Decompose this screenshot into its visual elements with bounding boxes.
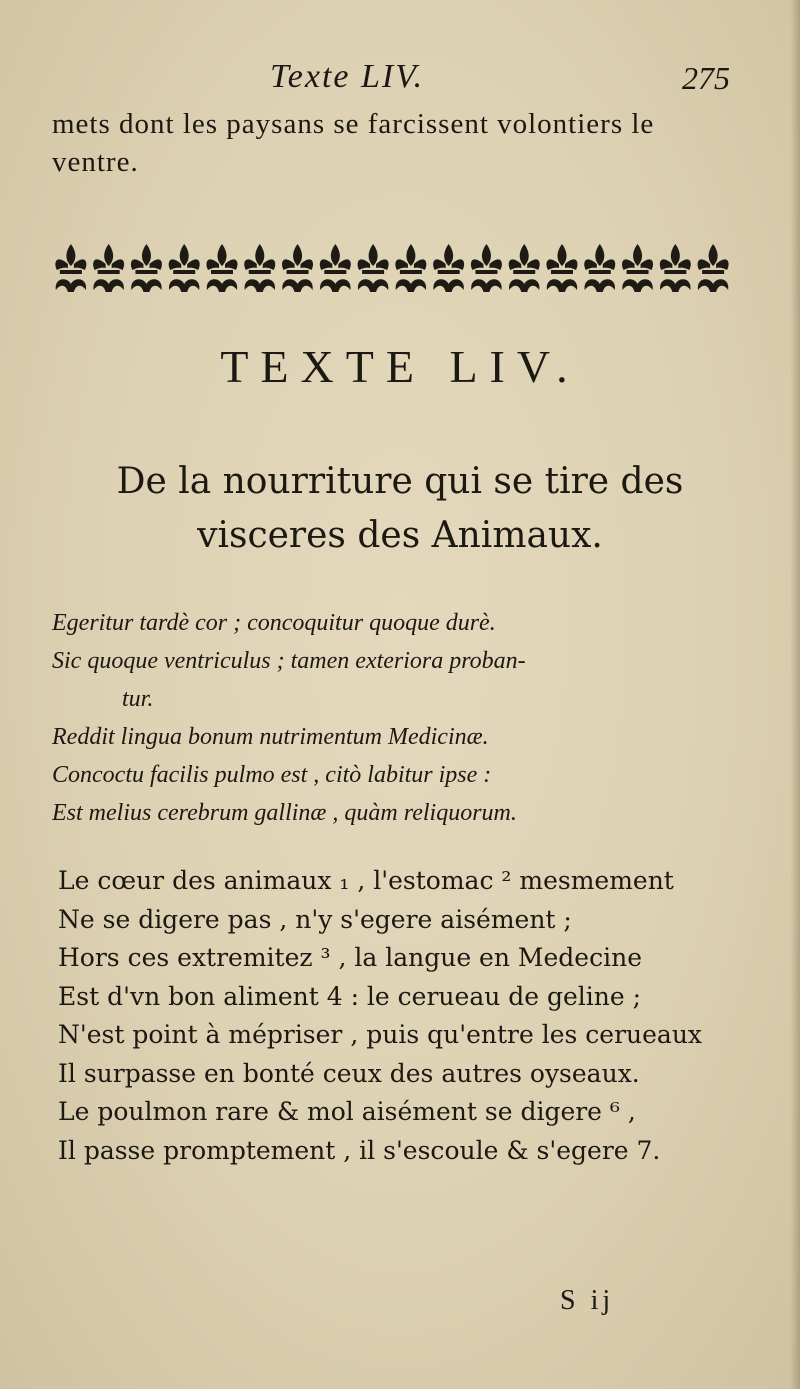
section-title: TEXTE LIV. (220, 341, 580, 392)
fleuron-icon (93, 244, 124, 292)
latin-verse-line: Concoctu facilis pulmo est , citò labitur ipse : (52, 762, 492, 788)
fleuron-icon (244, 244, 275, 292)
latin-verse-line: Reddit lingua bonum nutrimentum Medicinæ. (52, 724, 489, 750)
fleuron-icon (358, 244, 389, 292)
fleuron-icon (169, 244, 200, 292)
french-verse-line: Hors ces extremitez ³ , la langue en Medecine (58, 943, 642, 972)
fleuron-band-icon (52, 240, 732, 298)
fleuron-icon (55, 244, 86, 292)
carryover-text: mets dont les paysans se farcissent volontiers le ventre. (52, 108, 655, 178)
chapter-heading: De la nourriture qui se tire des visceres des Animaux. (116, 461, 684, 556)
signature-mark: S ij (560, 1285, 615, 1316)
french-verse-line: Le poulmon rare & mol aisément se digere ⁶ , (58, 1097, 636, 1126)
fleuron-row (52, 240, 732, 298)
french-verse-line: Est d'vn bon aliment 4 : le cerueau de geline ; (58, 981, 642, 1011)
fleuron-icon (282, 244, 313, 292)
french-verse-line: Il surpasse en bonté ceux des autres oyseaux. (58, 1058, 640, 1088)
running-title: Texte LIV. (270, 58, 425, 95)
fleuron-icon (131, 244, 162, 292)
french-verse-line: Le cœur des animaux ₁ , l'estomac ² mesmement (58, 866, 674, 895)
fleuron-icon (584, 244, 615, 292)
latin-verse-line: Est melius cerebrum gallinæ , quàm reliquorum. (52, 800, 517, 826)
fleuron-icon (395, 244, 426, 292)
latin-verses (52, 604, 752, 832)
page-edge-shadow (790, 0, 800, 1389)
fleuron-icon (622, 244, 653, 292)
latin-verse-line: Egeritur tardè cor ; concoquitur quoque durè. (52, 610, 496, 636)
latin-verse-line: tur. (122, 686, 154, 712)
french-verses (58, 862, 758, 1170)
page-header (270, 58, 730, 102)
fleuron-icon (206, 244, 237, 292)
french-verse-line: Ne se digere pas , n'y s'egere aisément ; (58, 904, 572, 934)
fleuron-icon (433, 244, 464, 292)
french-verse-line: Il passe promptement , il s'escoule & s'egere 7. (58, 1135, 661, 1165)
fleuron-icon (698, 244, 729, 292)
french-verse-line: N'est point à mépriser , puis qu'entre les cerueaux (58, 1020, 703, 1049)
fleuron-icon (660, 244, 691, 292)
fleuron-icon (320, 244, 351, 292)
fleuron-icon (546, 244, 577, 292)
fleuron-icon (471, 244, 502, 292)
fleuron-icon (509, 244, 540, 292)
latin-verse-line: Sic quoque ventriculus ; tamen exteriora proban- (52, 648, 526, 674)
page-number: 275 (682, 60, 730, 96)
